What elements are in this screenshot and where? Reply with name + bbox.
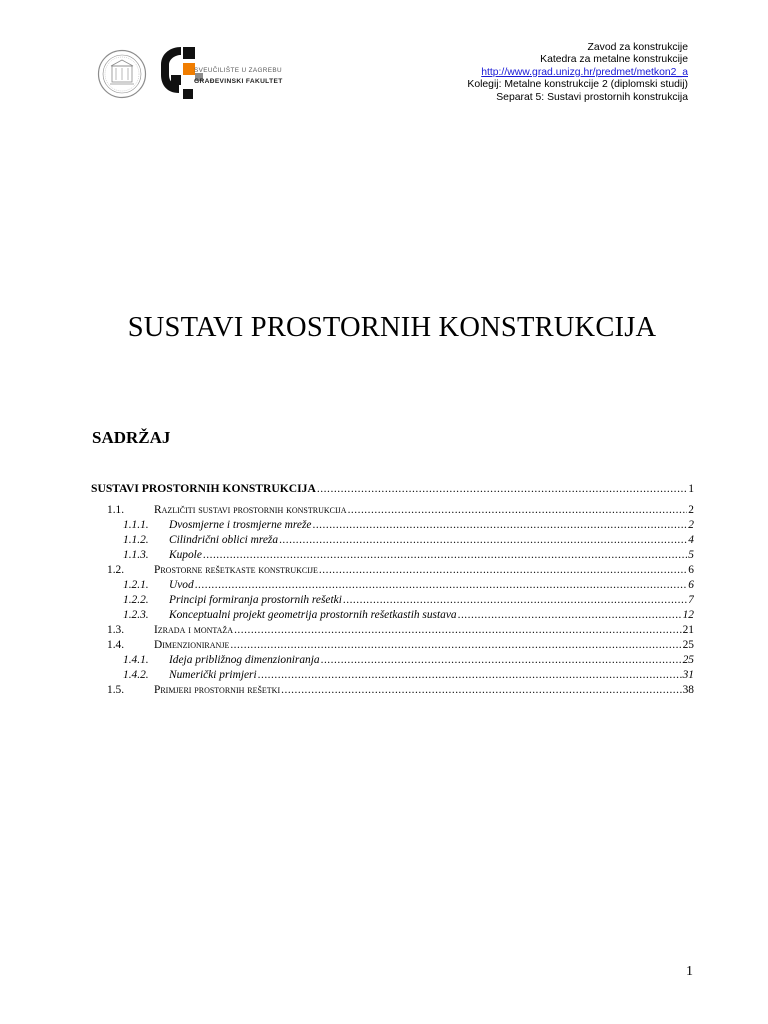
toc-leader bbox=[348, 504, 688, 516]
toc-entry-page: 5 bbox=[688, 549, 694, 561]
toc-leader bbox=[458, 609, 682, 621]
toc-entry-page: 2 bbox=[688, 519, 694, 531]
toc-leader bbox=[312, 519, 687, 531]
toc-entry-page: 1 bbox=[688, 482, 694, 495]
toc-entry-page: 31 bbox=[682, 669, 694, 681]
toc-leader bbox=[321, 654, 682, 666]
toc-leader bbox=[234, 624, 682, 636]
toc-entry-number: 1.4. bbox=[107, 639, 125, 651]
university-seal-icon bbox=[97, 49, 147, 99]
toc-entry-page: 38 bbox=[682, 684, 694, 696]
toc-entry[interactable] bbox=[91, 624, 694, 639]
toc-entry-number: 1.1.2. bbox=[123, 534, 149, 546]
toc-entry-number: 1.1.3. bbox=[123, 549, 149, 561]
faculty-logo bbox=[97, 43, 287, 105]
faculty-name: GRAĐEVINSKI FAKULTET bbox=[194, 78, 283, 85]
toc-entry-page: 21 bbox=[682, 624, 694, 636]
separate-name: Separat 5: Sustavi prostornih konstrukcija bbox=[496, 91, 688, 103]
toc-entry[interactable] bbox=[91, 482, 694, 502]
toc-entry[interactable] bbox=[91, 534, 694, 549]
toc-entry-title: Uvod bbox=[169, 579, 194, 591]
toc-entry-title: Različiti sustavi prostornih konstrukcija bbox=[154, 504, 347, 516]
page-number: 1 bbox=[686, 964, 693, 979]
toc-entry-number: 1.4.2. bbox=[123, 669, 149, 681]
toc-entry-page: 6 bbox=[688, 579, 694, 591]
toc-entry[interactable] bbox=[91, 654, 694, 669]
toc-entry[interactable] bbox=[91, 549, 694, 564]
toc-leader bbox=[343, 594, 687, 606]
toc-entry-page: 25 bbox=[682, 654, 694, 666]
toc-entry[interactable] bbox=[91, 519, 694, 534]
toc-entry-number: 1.2.2. bbox=[123, 594, 149, 606]
toc-entry-number: 1.2. bbox=[107, 564, 125, 576]
toc-leader bbox=[279, 534, 687, 546]
toc-leader bbox=[195, 579, 688, 591]
toc-entry-number: 1.5. bbox=[107, 684, 125, 696]
toc-entry[interactable] bbox=[91, 504, 694, 519]
toc-entry[interactable] bbox=[91, 639, 694, 654]
toc-entry[interactable] bbox=[91, 609, 694, 624]
toc-entry-title: SUSTAVI PROSTORNIH KONSTRUKCIJA bbox=[91, 482, 316, 495]
toc-entry-title: Izrada i montaža bbox=[154, 624, 234, 636]
toc-heading: SADRŽAJ bbox=[92, 428, 171, 447]
toc-entry[interactable] bbox=[91, 579, 694, 594]
toc-entry-page: 12 bbox=[682, 609, 694, 621]
toc-leader bbox=[317, 482, 687, 495]
toc-entry[interactable] bbox=[91, 669, 694, 684]
toc-entry[interactable] bbox=[91, 564, 694, 579]
toc-entry-title: Primjeri prostornih rešetki bbox=[154, 684, 281, 696]
toc-entry-number: 1.2.3. bbox=[123, 609, 149, 621]
table-of-contents bbox=[91, 482, 694, 699]
toc-entry-number: 1.3. bbox=[107, 624, 125, 636]
header-info bbox=[467, 42, 688, 104]
toc-leader bbox=[319, 564, 687, 576]
university-name: SVEUČILIŠTE U ZAGREBU bbox=[194, 67, 282, 74]
toc-leader bbox=[258, 669, 682, 681]
toc-entry-page: 2 bbox=[688, 504, 694, 516]
toc-entry-number: 1.2.1. bbox=[123, 579, 149, 591]
toc-leader bbox=[230, 639, 681, 651]
department-name: Katedra za metalne konstrukcije bbox=[540, 54, 688, 66]
toc-entry-number: 1.1.1. bbox=[123, 519, 149, 531]
toc-entry-number: 1.1. bbox=[107, 504, 125, 516]
toc-entry-page: 4 bbox=[688, 534, 694, 546]
toc-entry-page: 7 bbox=[688, 594, 694, 606]
institute-name: Zavod za konstrukcije bbox=[587, 42, 688, 53]
course-link[interactable]: http://www.grad.unizg.hr/predmet/metkon2_a bbox=[481, 66, 688, 78]
toc-entry-title: Numerički primjeri bbox=[169, 669, 257, 681]
toc-leader bbox=[203, 549, 687, 561]
toc-entry[interactable] bbox=[91, 594, 694, 609]
toc-entry-number: 1.4.1. bbox=[123, 654, 149, 666]
toc-entry-title: Prostorne rešetkaste konstrukcije bbox=[154, 564, 318, 576]
toc-entry[interactable] bbox=[91, 684, 694, 699]
toc-entry-title: Cilindrični oblici mreža bbox=[169, 534, 279, 546]
toc-entry-page: 25 bbox=[682, 639, 694, 651]
toc-entry-title: Principi formiranja prostornih rešetki bbox=[169, 594, 342, 606]
toc-entry-page: 6 bbox=[688, 564, 694, 576]
toc-entry-title: Dvosmjerne i trosmjerne mreže bbox=[169, 519, 312, 531]
toc-entry-title: Konceptualni projekt geometrija prostornih rešetkastih sustava bbox=[169, 609, 457, 621]
gf-logo-mark-icon bbox=[149, 45, 205, 103]
toc-entry-title: Ideja približnog dimenzioniranja bbox=[169, 654, 320, 666]
toc-entry-title: Dimenzioniranje bbox=[154, 639, 230, 651]
toc-leader bbox=[281, 684, 681, 696]
document-title: SUSTAVI PROSTORNIH KONSTRUKCIJA bbox=[127, 312, 657, 343]
course-name: Kolegij: Metalne konstrukcije 2 (diplomski studij) bbox=[467, 79, 688, 91]
toc-entry-title: Kupole bbox=[169, 549, 202, 561]
